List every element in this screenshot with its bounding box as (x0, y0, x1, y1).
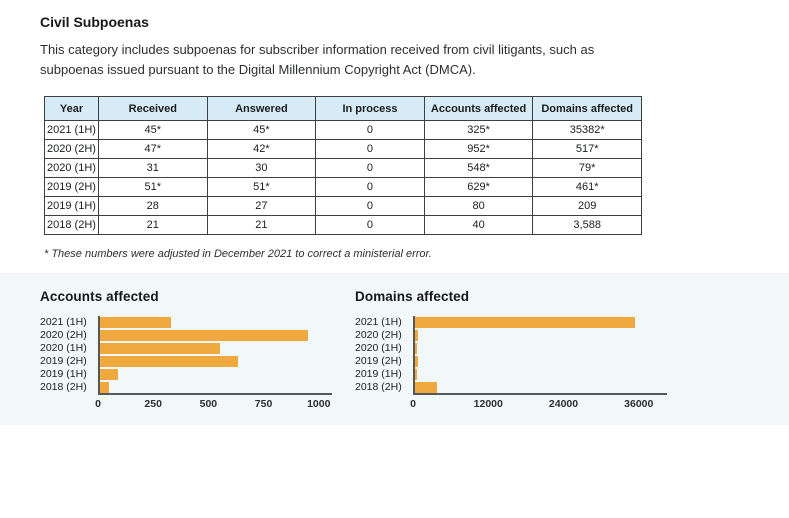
axis-tick-label: 0 (410, 398, 416, 410)
table-body (45, 121, 642, 235)
category-label: 2020 (1H) (355, 342, 402, 354)
table-cell: 2019 (1H) (45, 197, 99, 216)
column-header: Received (99, 97, 208, 121)
table-cell: 35382* (533, 121, 642, 140)
accounts-affected-chart (40, 289, 332, 425)
chart-title: Accounts affected (40, 289, 159, 304)
table-cell: 30 (207, 159, 316, 178)
bar (415, 356, 418, 367)
table-row (45, 178, 642, 197)
subpoenas-table (44, 96, 642, 235)
table-cell: 325* (424, 121, 533, 140)
category-label: 2019 (1H) (355, 368, 402, 380)
axis-tick-label: 250 (144, 398, 162, 410)
axis-tick-label: 12000 (473, 398, 503, 410)
axis-tick-label: 750 (254, 398, 273, 410)
bar (100, 343, 220, 354)
bar (100, 382, 109, 393)
axis-tick-label: 1000 (307, 398, 331, 410)
x-axis-ticks (410, 395, 667, 410)
y-axis-labels (355, 316, 413, 410)
table-cell: 0 (316, 159, 425, 178)
domains-affected-chart (355, 289, 667, 425)
table-row (45, 197, 642, 216)
section-title: Civil Subpoenas (40, 14, 149, 30)
table-cell: 0 (316, 197, 425, 216)
section-description: This category includes subpoenas for subscriber information received from civil litigants, such as subpoenas issued pursuant to the Digital Millennium Copyright Act (DMCA). (40, 42, 595, 77)
table-row (45, 140, 642, 159)
bar (415, 343, 417, 354)
table-cell: 79* (533, 159, 642, 178)
table-cell: 51* (99, 178, 208, 197)
table-row (45, 216, 642, 235)
table-row (45, 159, 642, 178)
plot-area (413, 316, 667, 395)
table-cell: 2019 (2H) (45, 178, 99, 197)
category-label: 2019 (2H) (355, 355, 402, 367)
plot-area-wrap (95, 316, 332, 410)
table-cell: 45* (207, 121, 316, 140)
table-cell: 40 (424, 216, 533, 235)
bar (415, 317, 635, 328)
table-cell: 0 (316, 216, 425, 235)
category-label: 2019 (2H) (40, 355, 87, 367)
bar (415, 369, 417, 380)
table-cell: 2020 (1H) (45, 159, 99, 178)
chart-body (355, 316, 667, 410)
table-cell: 27 (207, 197, 316, 216)
table-cell: 3,588 (533, 216, 642, 235)
plot-area-wrap (410, 316, 667, 410)
table-cell: 2018 (2H) (45, 216, 99, 235)
column-header: Domains affected (533, 97, 642, 121)
table-cell: 2021 (1H) (45, 121, 99, 140)
table-cell: 21 (207, 216, 316, 235)
chart-body (40, 316, 332, 410)
category-label: 2020 (2H) (40, 329, 87, 341)
table-cell: 80 (424, 197, 533, 216)
table-header-row (45, 97, 642, 121)
chart-title: Domains affected (355, 289, 470, 304)
table-cell: 47* (99, 140, 208, 159)
bar (415, 382, 437, 393)
charts-band (0, 273, 789, 425)
bar (100, 356, 238, 367)
table-cell: 952* (424, 140, 533, 159)
category-label: 2021 (1H) (355, 316, 402, 328)
table-cell: 31 (99, 159, 208, 178)
category-label: 2020 (1H) (40, 342, 87, 354)
category-label: 2018 (2H) (355, 381, 402, 393)
bar (100, 369, 118, 380)
category-label: 2021 (1H) (40, 316, 87, 328)
table-cell: 2020 (2H) (45, 140, 99, 159)
category-label: 2018 (2H) (40, 381, 87, 393)
column-header: In process (316, 97, 425, 121)
table-cell: 45* (99, 121, 208, 140)
table-header (45, 97, 642, 121)
table-cell: 0 (316, 140, 425, 159)
table-cell: 629* (424, 178, 533, 197)
table-cell: 21 (99, 216, 208, 235)
table-cell: 0 (316, 121, 425, 140)
x-axis-ticks (95, 395, 332, 410)
category-label: 2019 (1H) (40, 368, 87, 380)
y-axis-labels (40, 316, 98, 410)
axis-tick-label: 36000 (624, 398, 654, 410)
table-cell: 517* (533, 140, 642, 159)
table-row (45, 121, 642, 140)
bar (100, 330, 308, 341)
table-cell: 209 (533, 197, 642, 216)
table-cell: 548* (424, 159, 533, 178)
plot-area (98, 316, 332, 395)
axis-tick-label: 500 (199, 398, 218, 410)
bar (415, 330, 418, 341)
table-cell: 42* (207, 140, 316, 159)
table-cell: 51* (207, 178, 316, 197)
table-cell: 0 (316, 178, 425, 197)
bar (100, 317, 171, 328)
table-footnote: * These numbers were adjusted in December 2021 to correct a ministerial error. (44, 248, 432, 260)
column-header: Year (45, 97, 99, 121)
table-cell: 461* (533, 178, 642, 197)
axis-tick-label: 24000 (548, 398, 579, 410)
column-header: Answered (207, 97, 316, 121)
category-label: 2020 (2H) (355, 329, 402, 341)
table-cell: 28 (99, 197, 208, 216)
column-header: Accounts affected (424, 97, 533, 121)
axis-tick-label: 0 (95, 398, 101, 410)
